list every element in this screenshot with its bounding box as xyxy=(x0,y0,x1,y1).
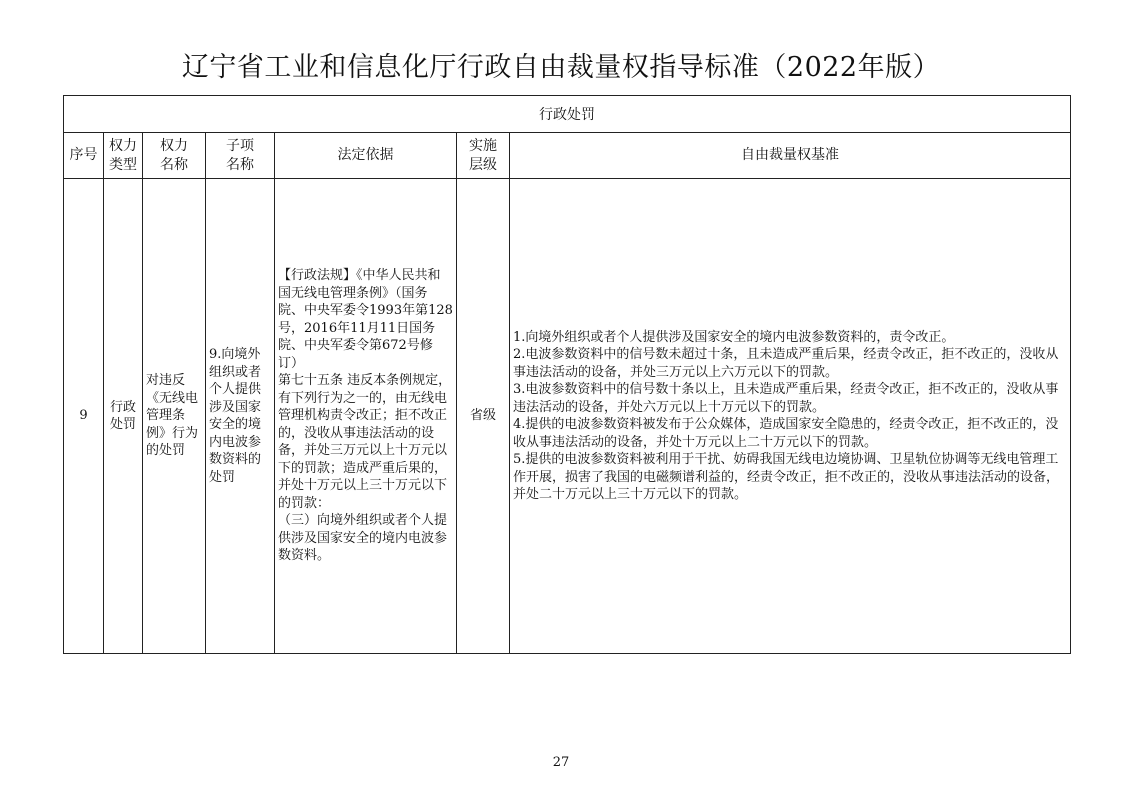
cell-legal-basis: 【行政法规】《中华人民共和国无线电管理条例》（国务院、中央军委令1993年第128号，2016年11月11日国务院、中央军委令第672号修订） 第七十五条 违反本条例规定，有下列行为之一的，由无线电管理机构责令改正；拒不改正的，没收从事违法活动的设备，并处三万元以上十万元以下的罚款；造成严重后果的，并处十万元以上三十万元以下的罚款： （三）向境外组织或者个人提供涉及国家安全的境内电波参数资料。 xyxy=(275,179,457,654)
cell-power-name: 对违反《无线电管理条例》行为的处罚 xyxy=(143,179,206,654)
cell-power-type: 行政 处罚 xyxy=(104,179,143,654)
table-row xyxy=(64,179,1071,654)
standard-item-5: 5.提供的电波参数资料被利用于干扰、妨碍我国无线电边境协调、卫星轨位协调等无线电管理工作开展，损害了我国的电磁频谱利益的，经责令改正，拒不改正的，没收从事违法活动的设备，并处二十万元以上三十万元以下的罚款。 xyxy=(513,452,1060,502)
page-number: 27 xyxy=(552,755,570,770)
header-power-type: 权力 类型 xyxy=(104,133,143,179)
cell-sub-item: 9.向境外组织或者个人提供涉及国家安全的境内电波参数资料的处罚 xyxy=(206,179,275,654)
cell-standard xyxy=(510,179,1071,654)
header-level: 实施 层级 xyxy=(457,133,510,179)
column-header-row xyxy=(64,133,1071,179)
cell-seq: 9 xyxy=(64,179,104,654)
header-power-name: 权力 名称 xyxy=(143,133,206,179)
section-header-row xyxy=(64,96,1071,133)
standard-item-3: 3.电波参数资料中的信号数十条以上，且未造成严重后果，经责令改正，拒不改正的，没收从事违法活动的设备，并处六万元以上十万元以下的罚款。 xyxy=(513,382,1059,415)
section-label: 行政处罚 xyxy=(64,96,1071,133)
header-legal-basis: 法定依据 xyxy=(275,133,457,179)
header-standard: 自由裁量权基准 xyxy=(510,133,1071,179)
document-title: 辽宁省工业和信息化厅行政自由裁量权指导标准（2022年版） xyxy=(181,52,941,83)
header-seq: 序号 xyxy=(64,133,104,179)
standard-item-2: 2.电波参数资料中的信号数未超过十条，且未造成严重后果，经责令改正，拒不改正的，没收从事违法活动的设备，并处三万元以上六万元以下的罚款。 xyxy=(513,347,1059,380)
header-sub-item: 子项 名称 xyxy=(206,133,275,179)
standard-item-1: 1.向境外组织或者个人提供涉及国家安全的境内电波参数资料的，责令改正。 xyxy=(513,329,955,345)
cell-level: 省级 xyxy=(457,179,510,654)
discretion-standard-table xyxy=(63,95,1071,654)
standard-item-4: 4.提供的电波参数资料被发布于公众媒体，造成国家安全隐患的，经责令改正，拒不改正的，没收从事违法活动的设备，并处十万元以上二十万元以下的罚款。 xyxy=(513,417,1059,450)
